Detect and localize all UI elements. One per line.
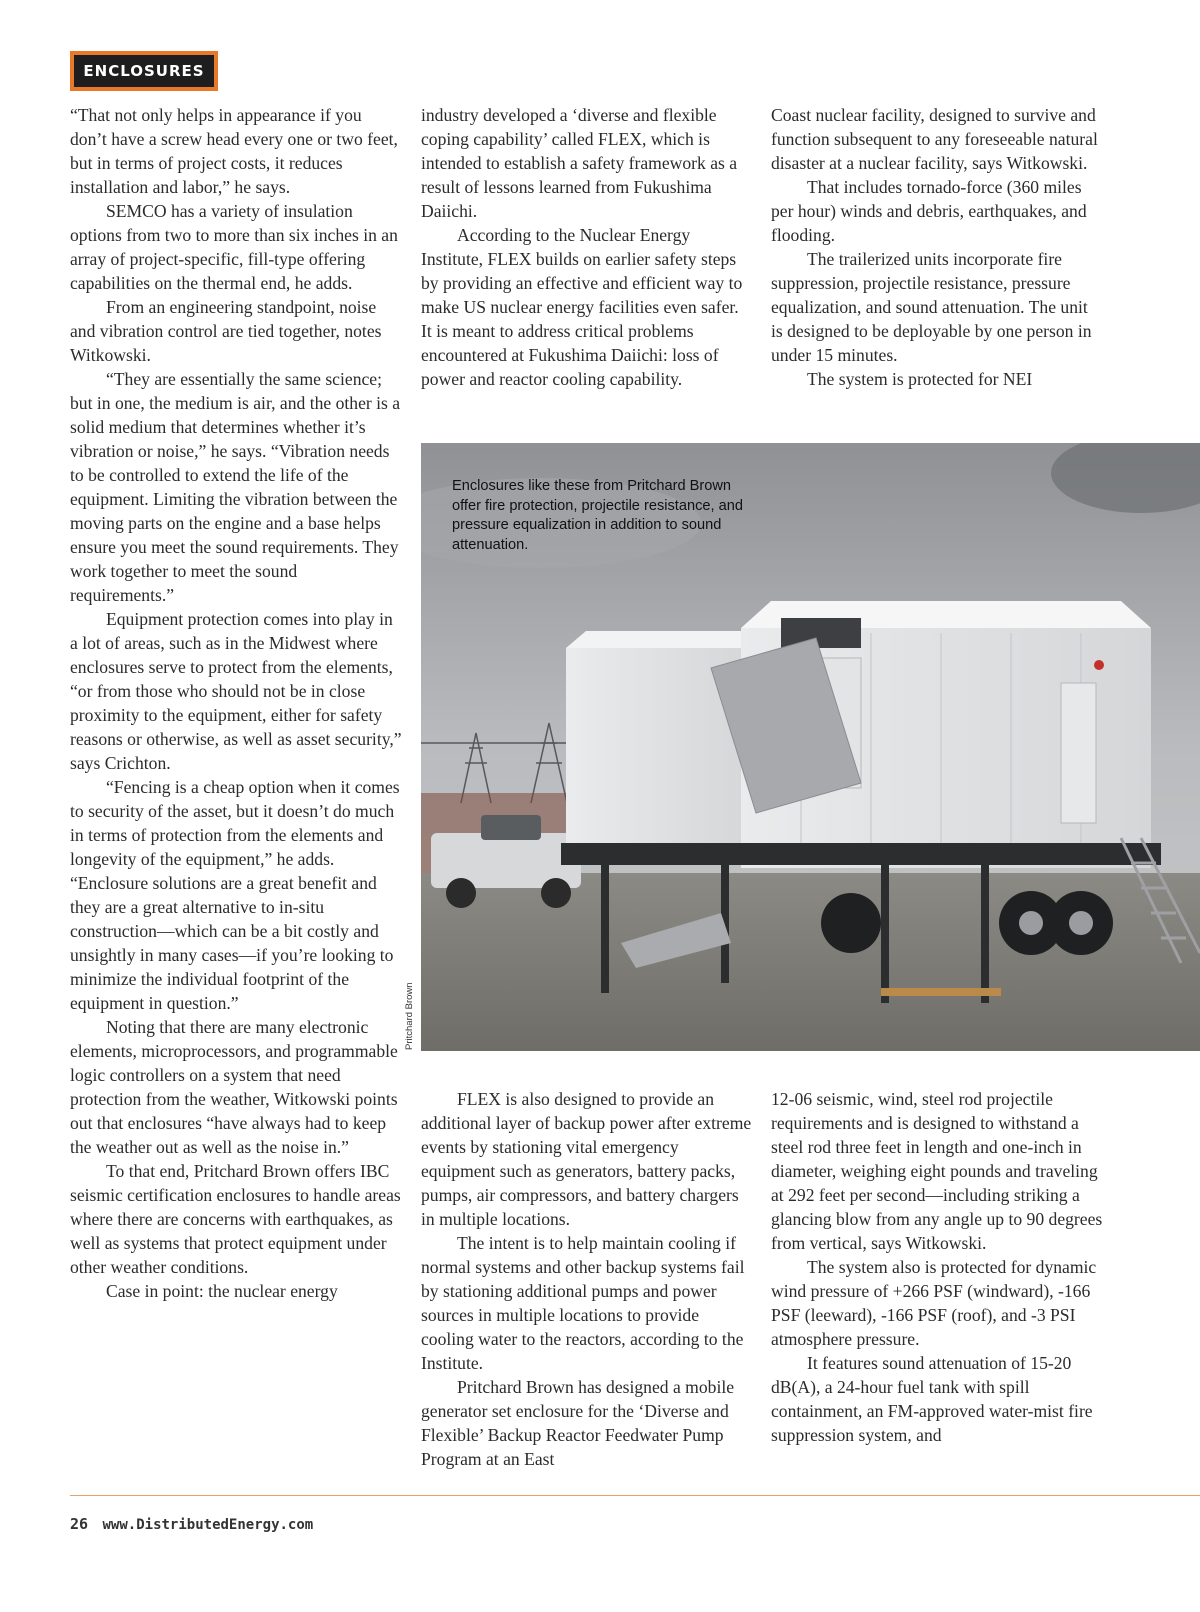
- paragraph: Equipment protection comes into play in a lot of areas, such as in the Midwest where enclosures serve to protect from the elements, “or from those who should not be in close proximity to the equipment, either for safety reasons or otherwise, as well as asset security,” says Crichton.: [70, 609, 402, 773]
- article-column-2-top: [421, 103, 753, 391]
- photo-credit: Pritchard Brown: [404, 982, 415, 1050]
- paragraph: The system is protected for NEI: [807, 369, 1033, 389]
- article-column-2-bottom: [421, 1087, 753, 1471]
- footer-divider: [70, 1495, 1200, 1496]
- paragraph: FLEX is also designed to provide an additional layer of backup power after extreme events by stationing vital emergency equipment such as generators, battery packs, pumps, air compressors, and battery chargers in multiple locations.: [421, 1089, 752, 1229]
- website-url: www.DistributedEnergy.com: [102, 1517, 314, 1533]
- paragraph: “That not only helps in appearance if you don’t have a screw head every one or two feet, but in terms of project costs, it reduces installation and labor,” he says.: [70, 105, 398, 197]
- article-column-3-bottom: [771, 1087, 1103, 1447]
- photo-caption: Enclosures like these from Pritchard Brown offer fire protection, projectile resistance, and pressure equalization in addition to sound attenuation.: [452, 478, 743, 553]
- article-column-1: [70, 103, 402, 1303]
- paragraph: It features sound attenuation of 15-20 dB(A), a 24-hour fuel tank with spill containment, an FM-approved water-mist fire suppression system, and: [771, 1353, 1093, 1445]
- paragraph: Pritchard Brown has designed a mobile generator set enclosure for the ‘Diverse and Flexible’ Backup Reactor Feedwater Pump Program at an East: [421, 1377, 735, 1469]
- paragraph: The intent is to help maintain cooling if normal systems and other backup systems fail by stationing additional pumps and power sources in multiple locations to provide cooling water to the reactors, according to the Institute.: [421, 1233, 745, 1373]
- paragraph: From an engineering standpoint, noise and vibration control are tied together, notes Witkowski.: [70, 297, 382, 365]
- paragraph: “They are essentially the same science; but in one, the medium is air, and the other is a solid medium that determines whether it’s vibration or noise,” he says. “Vibration needs to be controlled to extend the life of the equipment. Limiting the vibration between the moving parts on the engine and a base helps ensure you meet the sound requirements. They work together to meet the sound requirements.”: [70, 369, 401, 605]
- paragraph: According to the Nuclear Energy Institute, FLEX builds on earlier safety steps by providing an effective and efficient way to make US nuclear energy facilities even safer. It is meant to address critical problems encountered at Fukushima Daiichi: loss of power and reactor cooling capability.: [421, 225, 743, 389]
- paragraph: Case in point: the nuclear energy: [106, 1281, 338, 1301]
- article-column-3-top: [771, 103, 1103, 391]
- paragraph: 12-06 seismic, wind, steel rod projectile requirements and is designed to withstand a steel rod three feet in length and one-inch in diameter, weighing eight pounds and traveling at 292 feet per second—including striking a glancing blow from any angle up to 90 degrees from vertical, says Witkowski.: [771, 1089, 1103, 1253]
- paragraph: industry developed a ‘diverse and flexible coping capability’ called FLEX, which is intended to establish a safety framework as a result of lessons learned from Fukushima Daiichi.: [421, 105, 738, 221]
- paragraph: Noting that there are many electronic elements, microprocessors, and programmable logic controllers on a system that need protection from the weather, Witkowski points out that enclosures “have always had to keep the weather out as well as the noise in.”: [70, 1017, 398, 1157]
- paragraph: “Fencing is a cheap option when it comes to security of the asset, but it doesn’t do much in terms of protection from the elements and longevity of the equipment,” he adds. “Enclosure solutions are a great benefit and they are a great alternative to in-situ construction—which can be a bit costly and unsightly in many cases—if you’re looking to minimize the individual footprint of the equipment in question.”: [70, 777, 400, 1013]
- paragraph: That includes tornado-force (360 miles per hour) winds and debris, earthquakes, and flooding.: [771, 177, 1087, 245]
- page-number: 26: [70, 1515, 89, 1533]
- section-tag: ENCLOSURES: [70, 51, 218, 91]
- paragraph: The system also is protected for dynamic wind pressure of +266 PSF (windward), -166 PSF (leeward), -166 PSF (roof), and -3 PSI atmosphere pressure.: [771, 1257, 1097, 1349]
- paragraph: To that end, Pritchard Brown offers IBC seismic certification enclosures to handle areas where there are concerns with earthquakes, as well as systems that protect equipment under other weather conditions.: [70, 1161, 401, 1277]
- page-footer: [70, 1515, 313, 1533]
- paragraph: The trailerized units incorporate fire suppression, projectile resistance, pressure equalization, and sound attenuation. The unit is designed to be deployable by one person in under 15 minutes.: [771, 249, 1092, 365]
- paragraph: Coast nuclear facility, designed to survive and function subsequent to any foreseeable natural disaster at a nuclear facility, says Witkowski.: [771, 105, 1098, 173]
- paragraph: SEMCO has a variety of insulation options from two to more than six inches in an array of project-specific, fill-type offering capabilities on the thermal end, he adds.: [70, 201, 398, 293]
